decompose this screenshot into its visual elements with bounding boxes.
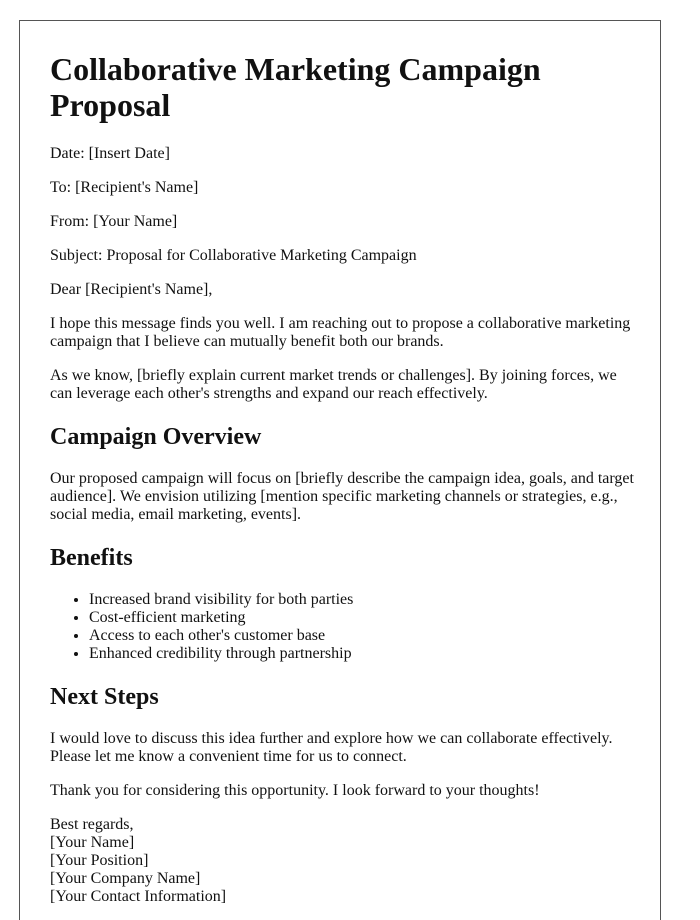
benefit-item: • Increased brand visibility for both parties	[89, 591, 640, 609]
benefit-item: • Access to each other's customer base	[89, 627, 640, 645]
sender-contact: [Your Contact Information]	[50, 888, 227, 905]
salutation: Dear [Recipient's Name],	[50, 281, 213, 298]
benefits-list	[50, 591, 640, 663]
date-line: Date: [Insert Date]	[50, 145, 170, 162]
sender-position: [Your Position]	[50, 852, 149, 869]
document-title: Collaborative Marketing Campaign Proposal	[50, 51, 541, 123]
next-steps-heading: Next Steps	[50, 684, 159, 710]
overview-paragraph: Our proposed campaign will focus on [briefly describe the campaign idea, goals, and target audience]. We envision utilizing [mention specific marketing channels or strategies, e.g., social media, email marketing, events].	[50, 470, 634, 523]
market-paragraph: As we know, [briefly explain current market trends or challenges]. By joining forces, we can leverage each other's strengths and expand our reach effectively.	[50, 367, 617, 402]
to-line: To: [Recipient's Name]	[50, 179, 199, 196]
signoff: Best regards,	[50, 816, 134, 833]
benefit-item: • Enhanced credibility through partnership	[89, 645, 640, 663]
next-steps-paragraph: I would love to discuss this idea further and explore how we can collaborate effectively. Please let me know a convenient time for us to connect.	[50, 730, 613, 765]
subject-line: Subject: Proposal for Collaborative Marketing Campaign	[50, 247, 417, 264]
benefits-heading: Benefits	[50, 545, 133, 571]
letter-content	[50, 51, 640, 906]
benefit-item: • Cost-efficient marketing	[89, 609, 640, 627]
from-line: From: [Your Name]	[50, 213, 178, 230]
signature-block	[50, 816, 640, 906]
thanks-paragraph: Thank you for considering this opportunity. I look forward to your thoughts!	[50, 782, 540, 799]
intro-paragraph: I hope this message finds you well. I am reaching out to propose a collaborative marketing campaign that I believe can mutually benefit both our brands.	[50, 315, 631, 350]
sender-name: [Your Name]	[50, 834, 135, 851]
overview-heading: Campaign Overview	[50, 424, 262, 450]
letter-page	[19, 20, 661, 920]
sender-company: [Your Company Name]	[50, 870, 201, 887]
